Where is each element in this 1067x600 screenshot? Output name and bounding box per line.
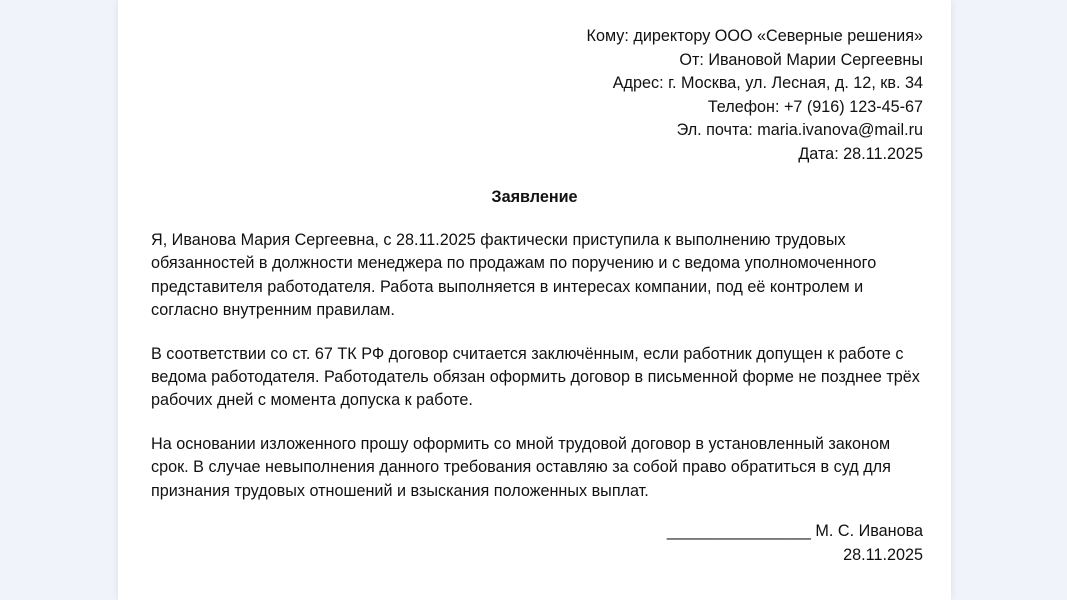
body-paragraph: В соответствии со ст. 67 ТК РФ договор считается заключённым, если работник допущен к работе с ведома работодателя. Работодатель обязан оформить договор в письменной форме не позднее трёх рабочих дней с момента допуска к работе.: [151, 344, 920, 410]
document-page: [118, 0, 951, 600]
body-paragraph: На основании изложенного прошу оформить со мной трудовой договор в установленный законом срок. В случае невыполнения данного требования оставляю за собой право обратиться в суд для признания трудовых отношений и взыскания положенных выплат.: [151, 434, 891, 500]
document-body: [151, 229, 923, 523]
document-header: [587, 25, 923, 167]
date-line: Дата: 28.11.2025: [798, 144, 923, 163]
email-line: Эл. почта: maria.ivanova@mail.ru: [676, 121, 923, 140]
signature-line: ________________ М. С. Иванова: [666, 522, 923, 540]
document-title: Заявление: [491, 188, 578, 206]
body-paragraph: Я, Иванова Мария Сергеевна, с 28.11.2025 фактически приступила к выполнению трудовых обязанностей в должности менеджера по продажам по поручению и с ведома уполномоченного представителя работодателя. Работа выполняется в интересах компании, под её контролем и согласно внутренним правилам.: [151, 231, 877, 320]
signature-block: [667, 520, 923, 567]
phone-line: Телефон: +7 (916) 123-45-67: [707, 97, 923, 116]
address-line: Адрес: г. Москва, ул. Лесная, д. 12, кв. 34: [612, 74, 923, 93]
recipient-line: Кому: директору ООО «Северные решения»: [586, 27, 923, 45]
signature-date: 28.11.2025: [843, 545, 923, 564]
sender-line: От: Ивановой Марии Сергеевны: [679, 50, 923, 69]
